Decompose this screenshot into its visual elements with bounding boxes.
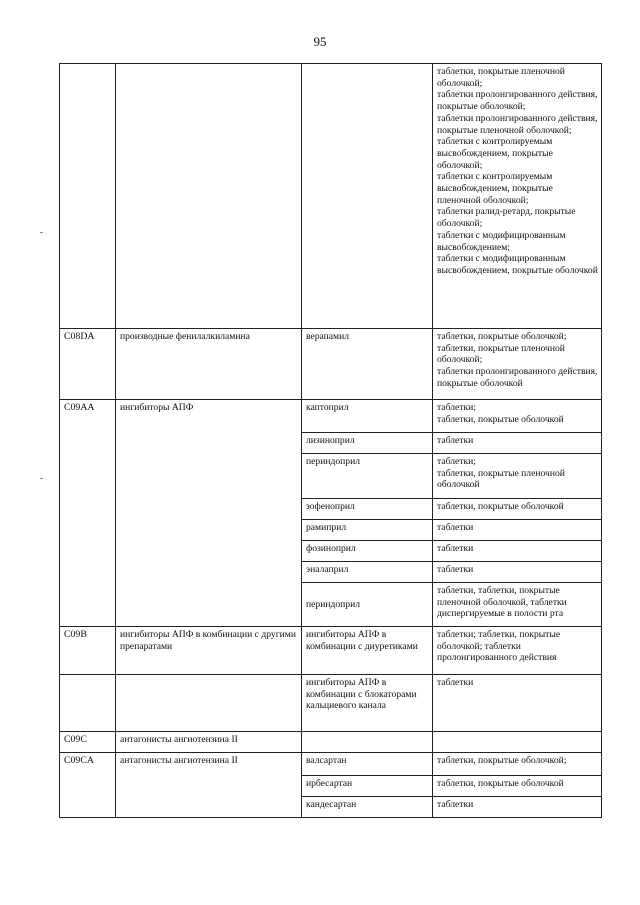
atc-code-cell: C09CA [60, 753, 116, 818]
group-name-cell [116, 675, 302, 732]
dosage-form-cell [433, 732, 602, 753]
group-name-cell: антагонисты ангиотензина II [116, 753, 302, 818]
dosage-form-cell [433, 776, 602, 797]
drug-classification-table [59, 63, 602, 818]
drug-name-cell: каптоприл [302, 400, 433, 433]
dosage-form-cell [433, 400, 602, 433]
dosage-form-line: таблетки, покрытые оболочкой; [437, 755, 567, 766]
dosage-form-line: таблетки пролонгированного действия, покрытые оболочкой [437, 366, 598, 389]
table-row [60, 753, 602, 776]
table-row [60, 329, 602, 400]
drug-name-cell: зофеноприл [302, 499, 433, 520]
dosage-form-cell [433, 562, 602, 583]
dosage-form-cell [433, 499, 602, 520]
drug-name-cell: ингибиторы АПФ в комбинации с блокаторами кальциевого канала [302, 675, 433, 732]
drug-name-cell: рамиприл [302, 520, 433, 541]
dosage-form-line: таблетки [437, 564, 474, 575]
dosage-form-line: таблетки пролонгированного действия, покрытые оболочкой; [437, 89, 598, 113]
drug-name-cell: периндоприл [302, 454, 433, 499]
dosage-form-line: таблетки, покрытые оболочкой [437, 501, 564, 512]
drug-name-cell: периндоприл [302, 583, 433, 627]
group-name-cell [116, 64, 302, 329]
drug-name-cell [302, 732, 433, 753]
table-row [60, 732, 602, 753]
atc-code-cell: C08DA [60, 329, 116, 400]
dosage-form-line: таблетки [437, 522, 474, 533]
dosage-form-line: таблетки с контролируемым высвобождением, покрытые пленочной оболочкой; [437, 171, 553, 206]
dosage-form-line: таблетки, покрытые оболочкой; [437, 331, 567, 342]
dosage-form-line: таблетки; [437, 456, 476, 467]
dosage-form-line: таблетки, таблетки, покрытые пленочной оболочкой, таблетки диспергируемые в полости рта [437, 585, 567, 620]
dosage-form-cell [433, 797, 602, 818]
atc-code-cell: C09AA [60, 400, 116, 627]
dosage-form-line: таблетки [437, 435, 474, 446]
drug-name-cell: эналаприл [302, 562, 433, 583]
atc-code-cell: C09C [60, 732, 116, 753]
dosage-form-cell [433, 675, 602, 732]
group-name-cell: ингибиторы АПФ [116, 400, 302, 627]
drug-name-cell: кандесартан [302, 797, 433, 818]
dosage-form-line: таблетки [437, 543, 474, 554]
scan-margin-mark [40, 478, 43, 479]
drug-name-cell: ингибиторы АПФ в комбинации с диуретиками [302, 627, 433, 675]
dosage-form-line: таблетки, покрытые пленочной оболочкой; [437, 342, 565, 366]
dosage-form-cell [433, 627, 602, 675]
table-row [60, 400, 602, 433]
dosage-form-cell [433, 433, 602, 454]
scan-margin-mark [40, 232, 43, 233]
dosage-form-cell [433, 541, 602, 562]
atc-code-cell [60, 64, 116, 329]
table-row [60, 675, 602, 732]
dosage-form-line: таблетки, покрытые оболочкой [437, 778, 564, 789]
dosage-form-line: таблетки, покрытые оболочкой [437, 413, 564, 425]
dosage-form-cell [433, 64, 602, 329]
atc-code-cell: C09B [60, 627, 116, 675]
dosage-form-line: таблетки пролонгированного действия, покрытые пленочной оболочкой; [437, 112, 598, 136]
dosage-form-line: таблетки с контролируемым высвобождением, покрытые оболочкой; [437, 136, 553, 171]
table-row [60, 627, 602, 675]
drug-name-cell: фозиноприл [302, 541, 433, 562]
dosage-form-cell [433, 454, 602, 499]
group-name-cell: производные фенилалкиламина [116, 329, 302, 400]
table-row [60, 64, 602, 329]
dosage-form-line: таблетки ралид-ретард, покрытые оболочкой; [437, 206, 576, 230]
drug-name-cell: ирбесартан [302, 776, 433, 797]
dosage-form-line: таблетки с модифицированным высвобождением; [437, 229, 566, 253]
dosage-form-cell [433, 329, 602, 400]
group-name-cell: ингибиторы АПФ в комбинации с другими препаратами [116, 627, 302, 675]
drug-name-cell: верапамил [302, 329, 433, 400]
dosage-form-line: таблетки, покрытые пленочной оболочкой [437, 467, 565, 491]
dosage-form-cell [433, 583, 602, 627]
dosage-form-line: таблетки; таблетки, покрытые оболочкой; таблетки пролонгированного действия [437, 629, 561, 664]
dosage-form-line: таблетки, покрытые пленочной оболочкой; [437, 66, 565, 89]
dosage-form-cell [433, 753, 602, 776]
dosage-form-line: таблетки; [437, 402, 476, 413]
dosage-form-line: таблетки [437, 799, 474, 810]
page-number: 95 [313, 34, 327, 49]
group-name-cell: антагонисты ангиотензина II [116, 732, 302, 753]
drug-name-cell [302, 64, 433, 329]
atc-code-cell [60, 675, 116, 732]
drug-name-cell: валсартан [302, 753, 433, 776]
dosage-form-line: таблетки с модифицированным высвобождением, покрытые оболочкой [437, 253, 598, 276]
drug-name-cell: лизиноприл [302, 433, 433, 454]
dosage-form-cell [433, 520, 602, 541]
dosage-form-line: таблетки [437, 677, 474, 688]
